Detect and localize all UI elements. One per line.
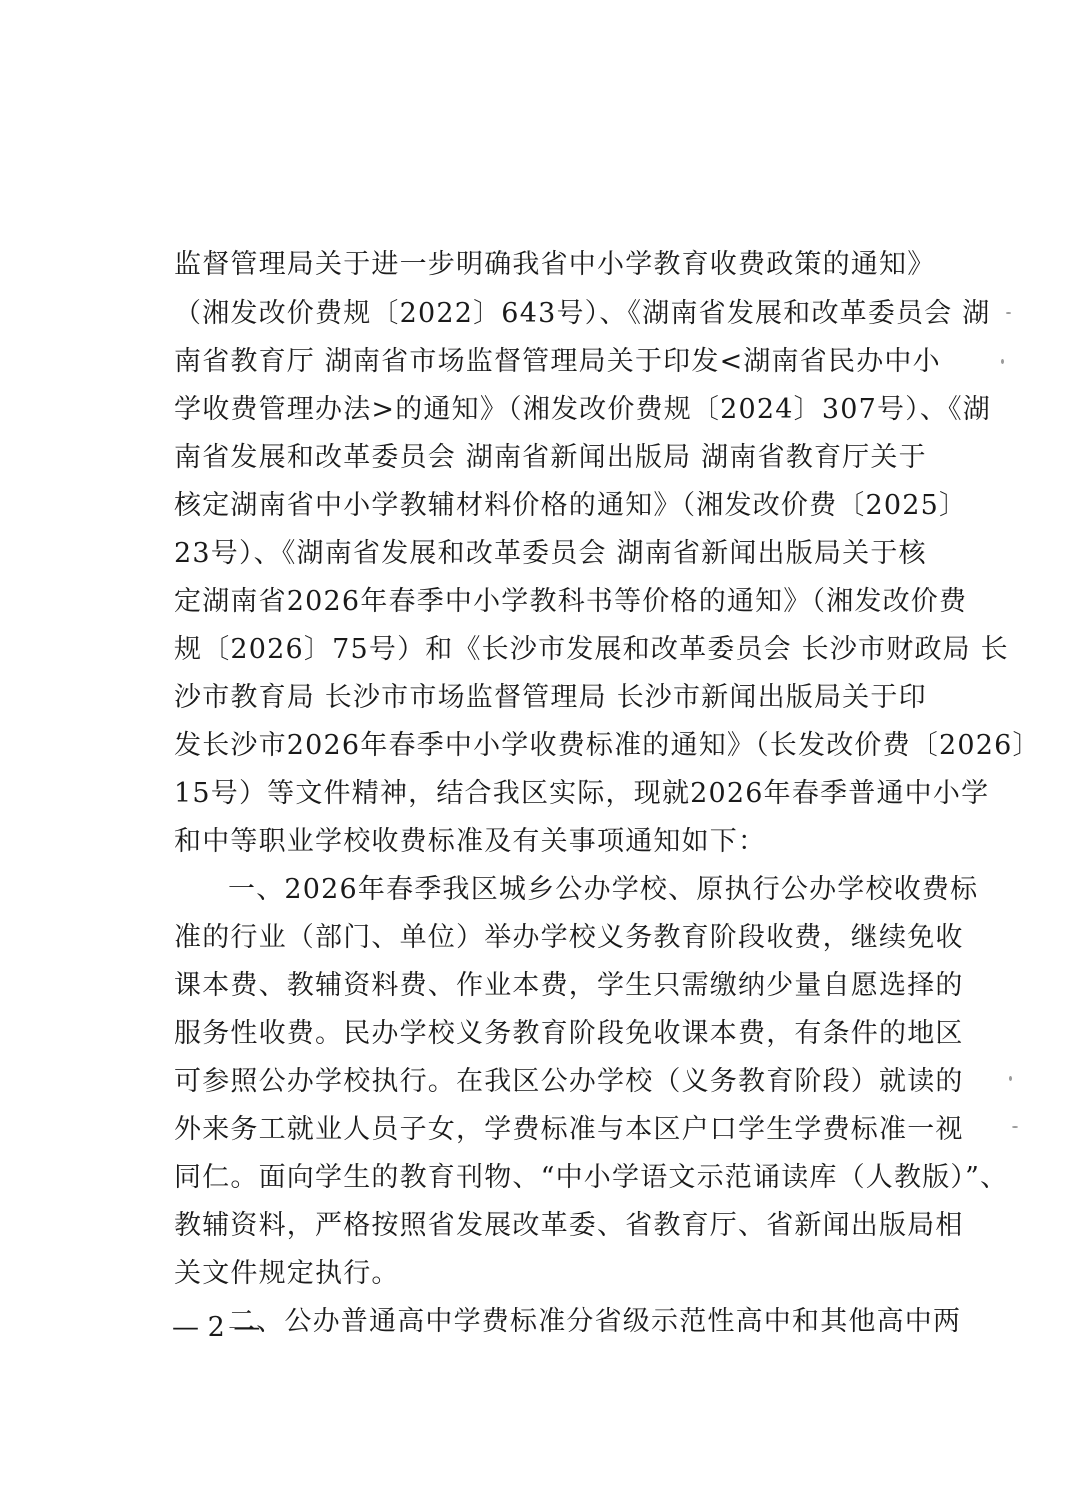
text-line-11: 发长沙市2026年春季中小学收费标准的通知》（长发改价费〔2026〕 (174, 730, 1041, 761)
text-line-16: 课本费、教辅资料费、作业本费，学生只需缴纳少量自愿选择的 (174, 970, 964, 1001)
text-line-4: 学收费管理办法>的通知》（湘发改价费规〔2024〕307号）、《湖 (174, 394, 991, 425)
page-number: — 2 — (172, 1312, 261, 1343)
text-line-3: 南省教育厅 湖南省市场监督管理局关于印发<湖南省民办中小 (174, 346, 941, 377)
text-line-17: 服务性收费。民办学校义务教育阶段免收课本费，有条件的地区 (174, 1018, 964, 1049)
text-line-8: 定湖南省2026年春季中小学教科书等价格的通知》（湘发改价费 (174, 586, 968, 617)
paragraph-two-start: 二、公办普通高中学费标准分省级示范性高中和其他高中两 (228, 1306, 962, 1337)
text-line-15: 准的行业（部门、单位）举办学校义务教育阶段收费，继续免收 (174, 922, 964, 953)
text-line-21: 教辅资料，严格按照省发展改革委、省教育厅、省新闻出版局相 (174, 1210, 964, 1241)
text-line-2: （湘发改价费规〔2022〕643号）、《湖南省发展和改革委员会 湖 (174, 298, 991, 329)
scan-speck (1006, 312, 1011, 314)
text-line-18: 可参照公办学校执行。在我区公办学校（义务教育阶段）就读的 (174, 1066, 964, 1097)
scan-speck (1012, 1126, 1018, 1128)
text-line-22: 关文件规定执行。 (174, 1258, 400, 1289)
text-line-20: 同仁。面向学生的教育刊物、“中小学语文示范诵读库（人教版）”、 (174, 1162, 1009, 1193)
text-line-13: 和中等职业学校收费标准及有关事项通知如下： (174, 826, 767, 857)
text-line-5: 南省发展和改革委员会 湖南省新闻出版局 湖南省教育厅关于 (174, 442, 927, 473)
text-line-9: 规〔2026〕75号）和《长沙市发展和改革委员会 长沙市财政局 长 (174, 634, 1009, 665)
paragraph-one-start: 一、2026年春季我区城乡公办学校、原执行公办学校收费标 (228, 874, 979, 905)
scan-speck (1001, 359, 1004, 364)
text-line-6: 核定湖南省中小学教辅材料价格的通知》（湘发改价费〔2025〕 (174, 490, 968, 521)
text-line-7: 23号）、《湖南省发展和改革委员会 湖南省新闻出版局关于核 (174, 538, 927, 569)
text-line-1: 监督管理局关于进一步明确我省中小学教育收费政策的通知》 (174, 249, 936, 280)
scan-speck (1009, 1076, 1012, 1081)
text-line-10: 沙市教育局 长沙市市场监督管理局 长沙市新闻出版局关于印 (174, 682, 927, 713)
text-line-19: 外来务工就业人员子女，学费标准与本区户口学生学费标准一视 (174, 1114, 964, 1145)
text-line-12: 15号）等文件精神，结合我区实际，现就2026年春季普通中小学 (174, 778, 990, 809)
